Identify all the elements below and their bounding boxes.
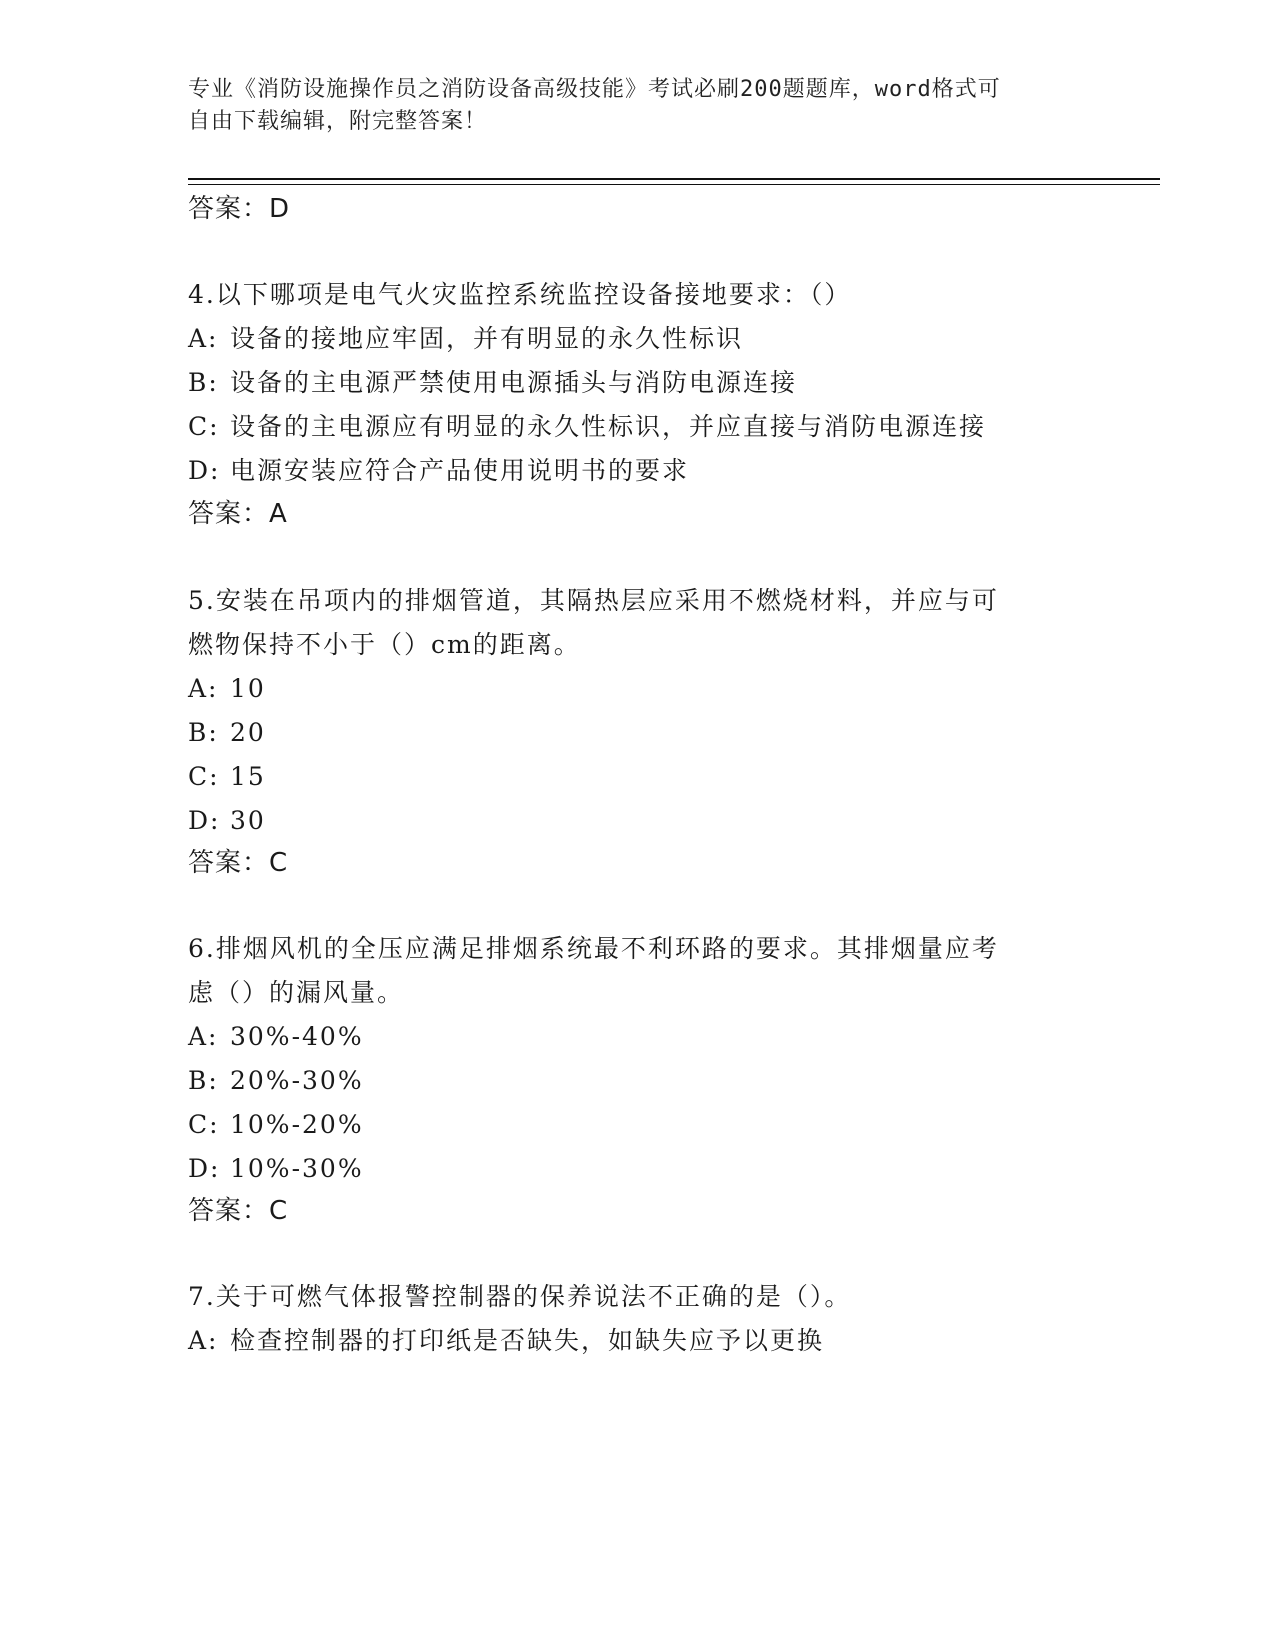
option-label: B: — [188, 1066, 219, 1095]
question-6-stem-line-2: 虑（）的漏风量。 — [188, 978, 405, 1007]
option-label: A: — [188, 1022, 219, 1051]
option-text: 10%-30% — [230, 1154, 364, 1183]
question-5-option-b — [188, 716, 266, 750]
option-text: 检查控制器的打印纸是否缺失，如缺失应予以更换 — [230, 1326, 825, 1355]
option-text: 20%-30% — [230, 1066, 364, 1095]
question-7-option-a — [188, 1324, 824, 1358]
question-5-answer: 答案：C — [188, 848, 289, 878]
option-text: 20 — [230, 718, 266, 747]
question-4-option-c — [188, 410, 986, 444]
header-divider-thick — [188, 178, 1160, 180]
option-text: 电源安装应符合产品使用说明书的要求 — [230, 456, 690, 485]
question-4-option-d — [188, 454, 689, 488]
option-label: A: — [188, 1326, 219, 1355]
question-4-option-a — [188, 322, 743, 356]
question-6-answer: 答案：C — [188, 1196, 289, 1226]
option-label: B: — [188, 368, 219, 397]
question-5-stem-line-2: 燃物保持不小于（）cm的距离。 — [188, 630, 581, 659]
question-5-option-d — [188, 804, 266, 838]
question-4-option-b — [188, 366, 797, 400]
header-line-2: 自由下载编辑，附完整答案！ — [188, 109, 488, 134]
answer-previous: 答案：D — [188, 194, 291, 224]
option-text: 30 — [230, 806, 266, 835]
question-4-stem: 4.以下哪项是电气火灾监控系统监控设备接地要求：（） — [188, 280, 852, 309]
question-5-option-c — [188, 760, 266, 794]
option-label: C: — [188, 412, 220, 441]
option-label: D: — [188, 456, 221, 485]
option-text: 设备的接地应牢固，并有明显的永久性标识 — [230, 324, 744, 353]
option-label: C: — [188, 1110, 220, 1139]
question-6-option-b — [188, 1064, 364, 1098]
document-header — [188, 74, 1068, 138]
header-line-1: 专业《消防设施操作员之消防设备高级技能》考试必刷200题题库，word格式可 — [188, 77, 1001, 102]
option-text: 设备的主电源应有明显的永久性标识，并应直接与消防电源连接 — [230, 412, 987, 441]
question-6-stem-line-1: 6.排烟风机的全压应满足排烟系统最不利环路的要求。其排烟量应考 — [188, 934, 999, 963]
option-label: D: — [188, 1154, 221, 1183]
question-5-stem-line-1: 5.安装在吊项内的排烟管道，其隔热层应采用不燃烧材料，并应与可 — [188, 586, 999, 615]
option-label: A: — [188, 324, 219, 353]
option-text: 10 — [230, 674, 266, 703]
option-text: 15 — [230, 762, 266, 791]
question-5-option-a — [188, 672, 266, 706]
option-label: A: — [188, 674, 219, 703]
question-4-answer: 答案：A — [188, 499, 288, 529]
option-text: 设备的主电源严禁使用电源插头与消防电源连接 — [230, 368, 798, 397]
option-label: D: — [188, 806, 221, 835]
option-text: 10%-20% — [230, 1110, 364, 1139]
option-label: C: — [188, 762, 220, 791]
option-label: B: — [188, 718, 219, 747]
question-6-option-d — [188, 1152, 364, 1186]
question-6-option-c — [188, 1108, 364, 1142]
question-6-option-a — [188, 1020, 364, 1054]
question-7-stem: 7.关于可燃气体报警控制器的保养说法不正确的是（）。 — [188, 1282, 852, 1311]
header-divider-thin — [188, 184, 1160, 185]
option-text: 30%-40% — [230, 1022, 364, 1051]
